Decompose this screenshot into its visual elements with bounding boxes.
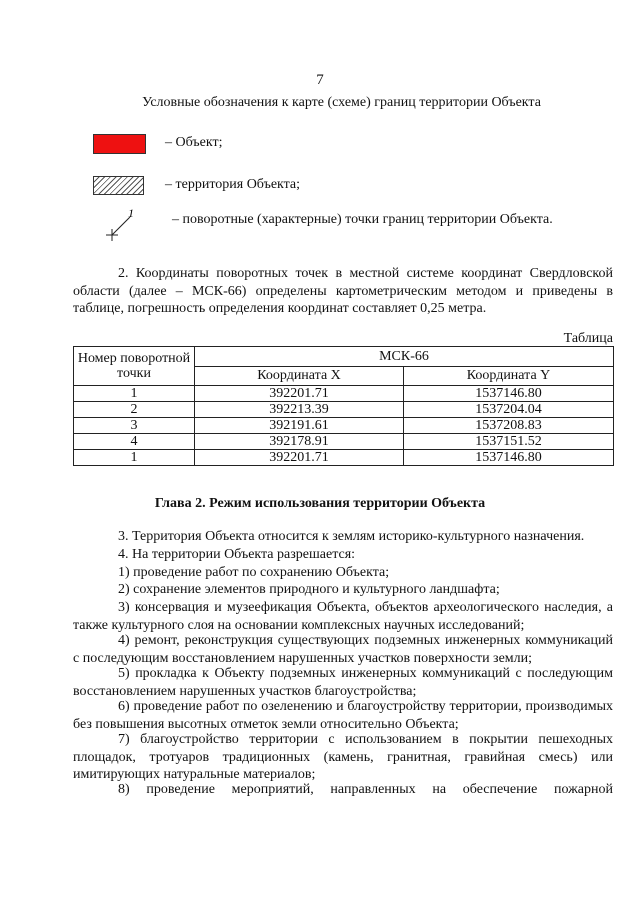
header-y: Координата Y xyxy=(404,366,614,386)
cell-y: 1537204.04 xyxy=(404,402,614,418)
cell-y: 1537208.83 xyxy=(404,418,614,434)
table-row xyxy=(74,450,614,466)
header-system: МСК-66 xyxy=(195,347,614,367)
cell-x: 392178.91 xyxy=(195,434,404,450)
paragraph-2: 2. Координаты поворотных точек в местной системе координат Свердловской области (далее – МСК-66) определены картометрическим методом и приведены в таблице, погрешность определения координат составляет 0,25 метра. xyxy=(73,266,613,316)
object-red-swatch-icon xyxy=(93,134,146,154)
item-4-1: 1) проведение работ по сохранению Объекта; xyxy=(118,565,390,580)
cell-n: 1 xyxy=(74,450,195,466)
turning-point-marker-icon xyxy=(98,205,146,243)
table-row xyxy=(74,418,614,434)
legend-points-label: – поворотные (характерные) точки границ территории Объекта. xyxy=(172,212,553,227)
item-4-2: 2) сохранение элементов природного и культурного ландшафта; xyxy=(118,582,500,597)
cell-x: 392191.61 xyxy=(195,418,404,434)
cell-y: 1537151.52 xyxy=(404,434,614,450)
item-3: 3. Территория Объекта относится к землям историко-культурного назначения. xyxy=(118,529,585,544)
cell-x: 392201.71 xyxy=(195,450,404,466)
cell-n: 2 xyxy=(74,402,195,418)
coordinates-table xyxy=(73,346,614,466)
marker-number: 1 xyxy=(128,206,134,220)
cell-n: 4 xyxy=(74,434,195,450)
item-4-4: 4) ремонт, реконструкция существующих подземных инженерных коммуникаций с последующим восстановлением нарушенных участков поверхности земли; xyxy=(73,633,613,666)
table-row xyxy=(74,434,614,450)
item-4: 4. На территории Объекта разрешается: xyxy=(118,547,356,562)
cell-n: 3 xyxy=(74,418,195,434)
item-4-3: 3) консервация и музеефикация Объекта, объектов археологического наследия, а также культурного слоя на основании комплексных научных исследований; xyxy=(73,600,613,633)
cell-x: 392201.71 xyxy=(195,386,404,402)
legend-title: Условные обозначения к карте (схеме) границ территории Объекта xyxy=(142,95,541,110)
chapter-title: Глава 2. Режим использования территории Объекта xyxy=(154,496,486,511)
cell-n: 1 xyxy=(74,386,195,402)
table-row xyxy=(74,386,614,402)
legend-territory-label: – территория Объекта; xyxy=(165,177,301,192)
item-4-7: 7) благоустройство территории с использованием в покрытии пешеходных площадок, тротуаров традиционных (камень, гранитная, гравийная смесь) или имитирующих натуральные материалов; xyxy=(73,732,613,782)
item-4-6: 6) проведение работ по озеленению и благоустройству территории, производимых без повышения высотных отметок земли относительно Объекта; xyxy=(73,699,613,732)
item-4-5: 5) прокладка к Объекту подземных инженерных коммуникаций с последующим восстановлением нарушенных участков благоустройства; xyxy=(73,666,613,699)
item-4-8: 8) проведение мероприятий, направленных на обеспечение пожарной xyxy=(118,782,613,797)
header-point: Номер поворотной точки xyxy=(74,347,195,386)
legend-object-label: – Объект; xyxy=(165,135,223,150)
cell-y: 1537146.80 xyxy=(404,386,614,402)
territory-hatch-swatch-icon xyxy=(93,176,144,195)
page-number: 7 xyxy=(316,72,324,88)
table-row xyxy=(74,402,614,418)
cell-x: 392213.39 xyxy=(195,402,404,418)
table-caption: Таблица xyxy=(563,331,613,346)
cell-y: 1537146.80 xyxy=(404,450,614,466)
header-x: Координата X xyxy=(195,366,404,386)
